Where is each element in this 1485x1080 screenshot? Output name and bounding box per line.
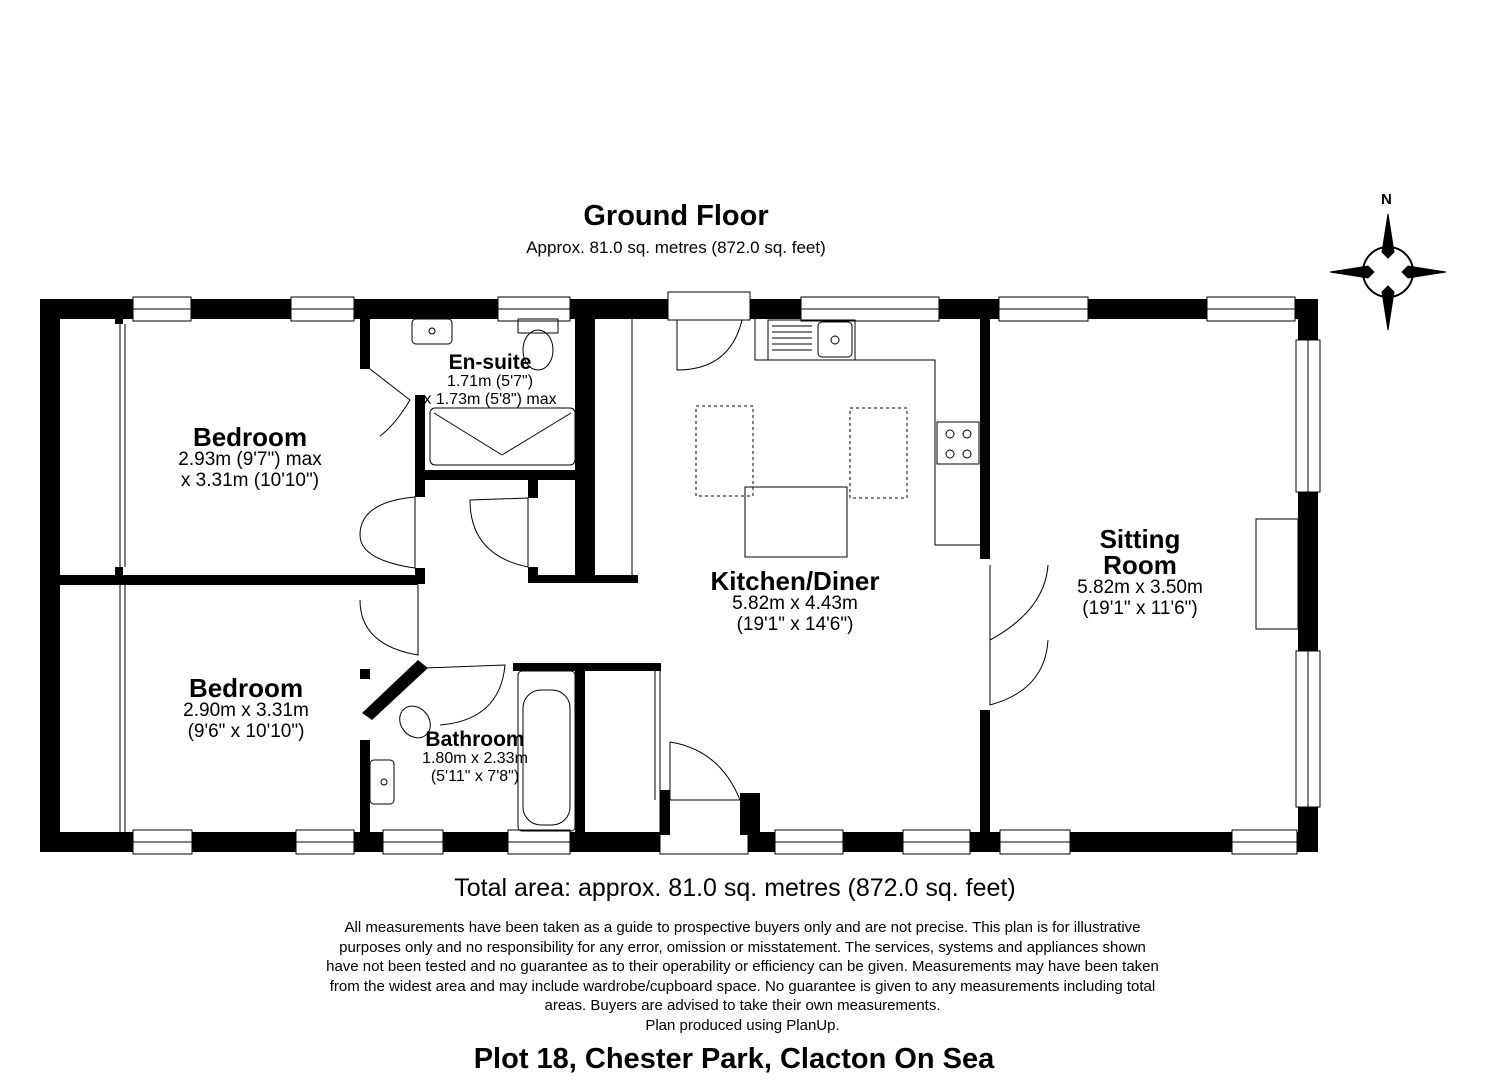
room-label-bedroom-2 (130, 675, 362, 743)
floor-title: Ground Floor (583, 200, 769, 232)
disclaimer-line: areas. Buyers are advised to take their own measurements. (544, 997, 941, 1015)
fireplace (1256, 519, 1298, 629)
floor-area-subtitle: Approx. 81.0 sq. metres (872.0 sq. feet) (526, 238, 826, 257)
room-name: Bathroom (425, 728, 525, 751)
dining-furniture (696, 406, 907, 557)
disclaimer-line: Plan produced using PlanUp. (645, 1016, 840, 1034)
room-label-sitting-room (1040, 526, 1240, 620)
room-label-bedroom-1 (130, 424, 370, 492)
disclaimer-line: have not been tested and no guarantee as to their operability or efficiency can be given. Measurements may have been taken (326, 958, 1159, 976)
room-name: Bedroom (188, 673, 304, 703)
room-name: Sitting (1099, 524, 1181, 554)
room-dimension: 1.71m (5'7") (446, 373, 534, 390)
room-name: Room (1103, 550, 1177, 580)
room-dimension: 1.80m x 2.33m (422, 750, 528, 767)
compass-north-label: N (1381, 191, 1392, 208)
sink-drainer (772, 326, 812, 350)
room-label-ensuite (400, 352, 580, 408)
room-dimension: (9'6" x 10'10") (187, 720, 305, 742)
kitchen-units (755, 319, 980, 545)
room-dimension: (5'11" x 7'8") (430, 767, 520, 785)
room-dimension: x 1.73m (5'8") max (423, 390, 557, 408)
room-dimension: 2.90m x 3.31m (183, 700, 309, 721)
bathroom-angled-wall (362, 660, 428, 720)
room-name: En-suite (448, 351, 532, 374)
room-dimension: 5.82m x 4.43m (732, 593, 858, 614)
room-dimension: 2.93m (9'7") max (178, 449, 322, 470)
room-name: Bedroom (192, 422, 308, 452)
room-dimension: x 3.31m (10'10") (180, 469, 320, 491)
property-address: Plot 18, Chester Park, Clacton On Sea (473, 1043, 995, 1075)
total-area: Total area: approx. 81.0 sq. metres (872.0 sq. feet) (454, 874, 1016, 902)
room-name: Kitchen/Diner (710, 566, 880, 596)
room-label-bathroom (395, 729, 555, 785)
room-dimension: 5.82m x 3.50m (1077, 577, 1203, 598)
room-dimension: (19'1" x 14'6") (736, 613, 854, 635)
room-dimension: (19'1" x 11'6") (1082, 597, 1198, 619)
room-label-kitchen-diner (680, 568, 910, 636)
disclaimer-line: purposes only and no responsibility for any error, omission or misstatement. The services, systems and appliances shown (339, 938, 1146, 956)
disclaimer (255, 918, 1230, 1036)
disclaimer-line: All measurements have been taken as a guide to prospective buyers only and are not precise. This plan is for illustrative (344, 919, 1141, 936)
disclaimer-line: from the widest area and may include wardrobe/cupboard space. No guarantee is given to any measurements including total (329, 977, 1156, 995)
